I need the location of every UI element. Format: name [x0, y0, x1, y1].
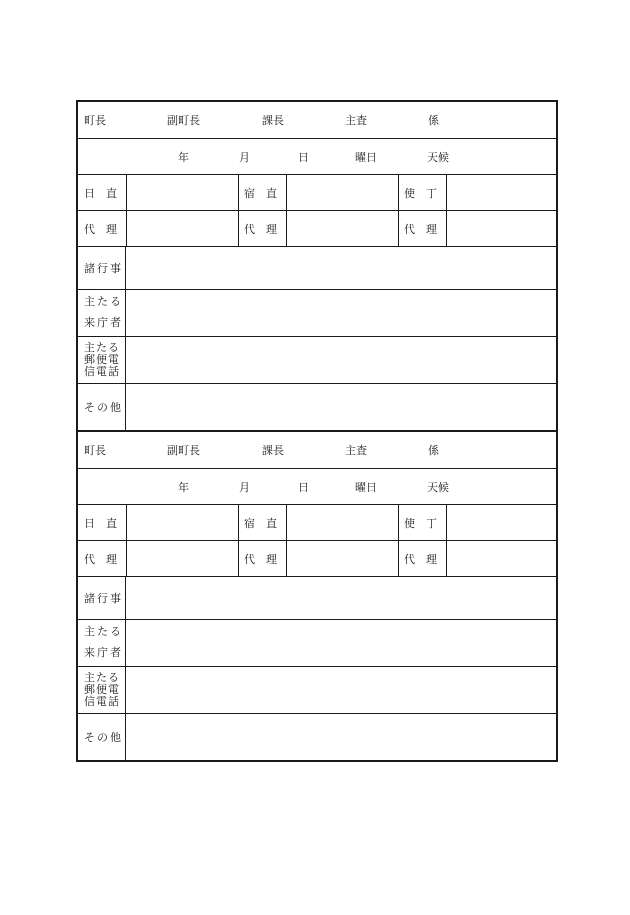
- other-label: その他: [84, 731, 123, 744]
- mail-telephone-row: [78, 336, 556, 383]
- cell-divider: [286, 541, 287, 576]
- visitors-label-cell: [78, 620, 126, 666]
- mail-label-line1: 主たる: [84, 341, 120, 354]
- proxy-label-1: 代 理: [84, 553, 117, 566]
- cell-divider: [238, 175, 239, 210]
- date-weekday: 曜日: [355, 151, 377, 164]
- mail-telephone-row: [78, 666, 556, 713]
- mail-label-cell: [78, 337, 126, 383]
- cell-divider: [286, 211, 287, 246]
- visitors-row: [78, 619, 556, 666]
- events-row: [78, 576, 556, 619]
- log-entry-block: [78, 102, 556, 430]
- mail-label-line1: 主たる: [84, 671, 120, 684]
- approval-section-chief: 課長: [262, 114, 284, 127]
- approval-row: [78, 102, 556, 138]
- proxy-row: [78, 210, 556, 246]
- proxy-label-3: 代 理: [404, 223, 437, 236]
- approval-mayor: 町長: [84, 444, 106, 457]
- visitors-label-line2: 来庁者: [84, 646, 123, 659]
- date-row: [78, 468, 556, 504]
- cell-divider: [238, 505, 239, 540]
- approval-row: [78, 432, 556, 468]
- date-day: 日: [298, 151, 309, 164]
- date-year: 年: [178, 151, 189, 164]
- mail-label-cell: [78, 667, 126, 713]
- day-duty-label: 日 直: [84, 187, 117, 200]
- proxy-row: [78, 540, 556, 576]
- janitor-label: 使 丁: [404, 517, 437, 530]
- cell-divider: [398, 541, 399, 576]
- night-duty-label: 宿 直: [244, 187, 277, 200]
- visitors-label-cell: [78, 290, 126, 336]
- duty-row: [78, 504, 556, 540]
- visitors-label-line1: 主たる: [84, 625, 123, 638]
- proxy-label-3: 代 理: [404, 553, 437, 566]
- approval-mayor: 町長: [84, 114, 106, 127]
- duty-log-form: [76, 100, 558, 762]
- events-label-cell: [78, 247, 126, 289]
- cell-divider: [446, 211, 447, 246]
- proxy-label-2: 代 理: [244, 223, 277, 236]
- other-row: [78, 383, 556, 430]
- cell-divider: [238, 541, 239, 576]
- date-row: [78, 138, 556, 174]
- date-day: 日: [298, 481, 309, 494]
- cell-divider: [126, 541, 127, 576]
- other-row: [78, 713, 556, 760]
- proxy-label-2: 代 理: [244, 553, 277, 566]
- cell-divider: [286, 175, 287, 210]
- cell-divider: [126, 211, 127, 246]
- approval-deputy-mayor: 副町長: [167, 444, 200, 457]
- approval-deputy-mayor: 副町長: [167, 114, 200, 127]
- events-label: 諸行事: [84, 262, 123, 275]
- approval-section-chief: 課長: [262, 444, 284, 457]
- date-month: 月: [239, 481, 250, 494]
- approval-inspector: 主査: [345, 444, 367, 457]
- cell-divider: [126, 505, 127, 540]
- other-label-cell: [78, 384, 126, 430]
- cell-divider: [446, 505, 447, 540]
- log-entry-block: [78, 430, 556, 760]
- other-label-cell: [78, 714, 126, 760]
- janitor-label: 使 丁: [404, 187, 437, 200]
- night-duty-label: 宿 直: [244, 517, 277, 530]
- cell-divider: [398, 505, 399, 540]
- events-row: [78, 246, 556, 289]
- mail-label-line2: 郵便電: [84, 683, 120, 696]
- visitors-label-line1: 主たる: [84, 295, 123, 308]
- day-duty-label: 日 直: [84, 517, 117, 530]
- approval-inspector: 主査: [345, 114, 367, 127]
- cell-divider: [446, 541, 447, 576]
- date-weather: 天候: [427, 151, 449, 164]
- cell-divider: [126, 175, 127, 210]
- approval-clerk: 係: [428, 114, 439, 127]
- visitors-row: [78, 289, 556, 336]
- cell-divider: [398, 211, 399, 246]
- date-month: 月: [239, 151, 250, 164]
- cell-divider: [286, 505, 287, 540]
- cell-divider: [238, 211, 239, 246]
- events-label: 諸行事: [84, 592, 123, 605]
- mail-label-line2: 郵便電: [84, 353, 120, 366]
- duty-row: [78, 174, 556, 210]
- cell-divider: [446, 175, 447, 210]
- mail-label-line3: 信電話: [84, 365, 120, 378]
- visitors-label-line2: 来庁者: [84, 316, 123, 329]
- date-year: 年: [178, 481, 189, 494]
- cell-divider: [398, 175, 399, 210]
- date-weekday: 曜日: [355, 481, 377, 494]
- events-label-cell: [78, 577, 126, 619]
- other-label: その他: [84, 401, 123, 414]
- date-weather: 天候: [427, 481, 449, 494]
- approval-clerk: 係: [428, 444, 439, 457]
- proxy-label-1: 代 理: [84, 223, 117, 236]
- mail-label-line3: 信電話: [84, 695, 120, 708]
